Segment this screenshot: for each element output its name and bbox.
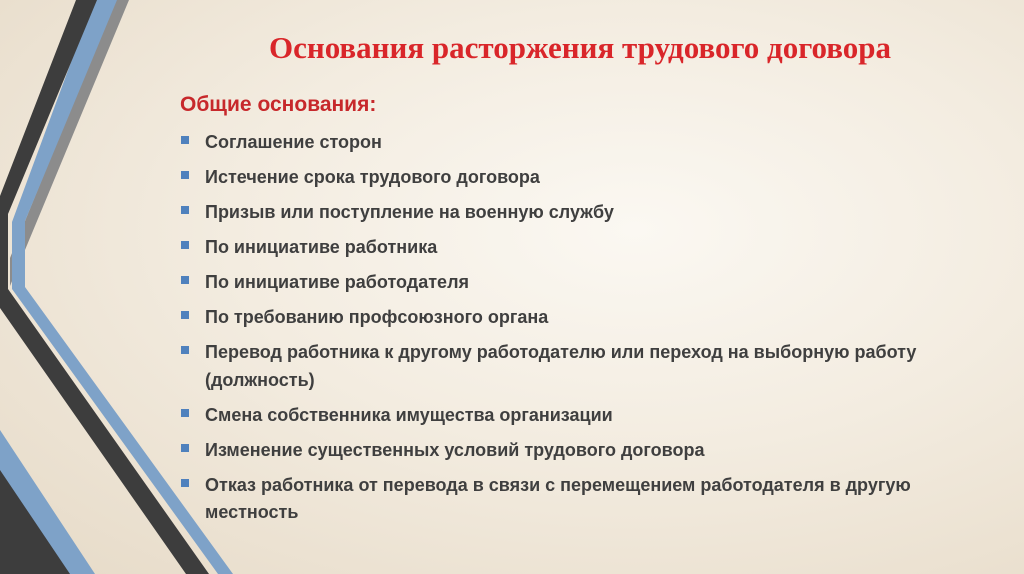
list-item-text: По требованию профсоюзного органа (205, 307, 549, 327)
square-bullet-icon (181, 171, 189, 179)
list-item (181, 339, 941, 394)
list-item (181, 437, 941, 465)
list-item-text: По инициативе работодателя (205, 272, 470, 292)
square-bullet-icon (181, 346, 189, 354)
list-item-text: Отказ работника от перевода в связи с перемещением работодателя в другую местность (205, 474, 911, 522)
list-item (181, 402, 941, 430)
square-bullet-icon (181, 136, 189, 144)
list-item (181, 164, 941, 192)
slide-title: Основания расторжения трудового договора (268, 30, 892, 65)
square-bullet-icon (181, 444, 189, 452)
square-bullet-icon (181, 206, 189, 214)
list-item (181, 304, 941, 332)
list-item (181, 234, 941, 262)
list-item (181, 472, 941, 527)
list-item (181, 199, 941, 227)
square-bullet-icon (181, 479, 189, 487)
list-item (181, 269, 941, 297)
square-bullet-icon (181, 311, 189, 319)
list-item-text: Истечение срока трудового договора (205, 167, 540, 187)
list-item-text: По инициативе работника (205, 237, 438, 257)
list-item-text: Изменение существенных условий трудового договора (205, 439, 705, 460)
grounds-list (181, 129, 941, 534)
list-item-text: Перевод работника к другому работодателю или переход на выборную работу (должность) (205, 342, 917, 390)
square-bullet-icon (181, 241, 189, 249)
list-item-text: Призыв или поступление на военную службу (205, 202, 614, 222)
list-item-text: Соглашение сторон (205, 132, 382, 152)
square-bullet-icon (181, 409, 189, 417)
list-item (181, 129, 941, 157)
slide-subtitle: Общие основания: (180, 93, 377, 116)
list-item-text: Смена собственника имущества организации (205, 404, 613, 425)
square-bullet-icon (181, 276, 189, 284)
